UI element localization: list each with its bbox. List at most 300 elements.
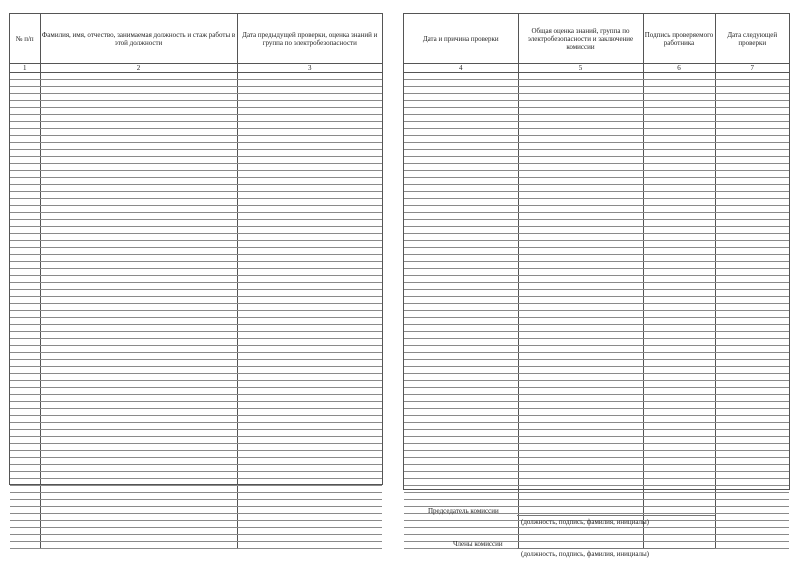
left-entry-cell[interactable] [10,297,40,304]
right-entry-cell[interactable] [404,269,518,276]
left-entry-cell[interactable] [237,381,382,388]
left-entry-cell[interactable] [40,346,237,353]
right-entry-cell[interactable] [404,493,518,500]
left-entry-cell[interactable] [10,325,40,332]
right-entry-cell[interactable] [518,416,643,423]
left-entry-cell[interactable] [10,479,40,486]
left-entry-cell[interactable] [40,430,237,437]
right-entry-cell[interactable] [715,129,789,136]
right-entry-cell[interactable] [404,437,518,444]
left-entry-cell[interactable] [10,283,40,290]
left-entry-cell[interactable] [40,507,237,514]
right-entry-cell[interactable] [518,388,643,395]
left-entry-cell[interactable] [10,115,40,122]
right-entry-cell[interactable] [518,472,643,479]
left-entry-cell[interactable] [10,339,40,346]
right-entry-cell[interactable] [404,528,518,535]
left-entry-cell[interactable] [237,80,382,87]
left-entry-cell[interactable] [237,325,382,332]
right-entry-cell[interactable] [518,409,643,416]
right-entry-cell[interactable] [404,311,518,318]
left-entry-cell[interactable] [237,276,382,283]
left-entry-cell[interactable] [10,535,40,542]
right-entry-cell[interactable] [404,465,518,472]
left-entry-cell[interactable] [10,199,40,206]
right-entry-cell[interactable] [404,220,518,227]
right-entry-cell[interactable] [715,227,789,234]
right-entry-cell[interactable] [715,374,789,381]
right-entry-cell[interactable] [643,451,715,458]
left-entry-cell[interactable] [10,311,40,318]
left-entry-cell[interactable] [10,192,40,199]
right-entry-cell[interactable] [715,164,789,171]
left-entry-cell[interactable] [40,192,237,199]
right-entry-cell[interactable] [715,437,789,444]
right-entry-cell[interactable] [404,227,518,234]
right-entry-cell[interactable] [715,234,789,241]
left-entry-cell[interactable] [10,430,40,437]
right-entry-cell[interactable] [643,241,715,248]
right-entry-cell[interactable] [715,430,789,437]
right-entry-cell[interactable] [404,297,518,304]
right-entry-cell[interactable] [404,472,518,479]
right-entry-cell[interactable] [404,444,518,451]
right-entry-cell[interactable] [643,87,715,94]
right-entry-cell[interactable] [715,185,789,192]
left-entry-cell[interactable] [10,374,40,381]
left-entry-cell[interactable] [237,220,382,227]
left-entry-cell[interactable] [10,220,40,227]
left-entry-cell[interactable] [237,311,382,318]
right-entry-cell[interactable] [715,122,789,129]
right-entry-cell[interactable] [518,192,643,199]
left-entry-cell[interactable] [40,465,237,472]
right-entry-cell[interactable] [643,528,715,535]
right-entry-cell[interactable] [404,367,518,374]
right-entry-cell[interactable] [715,87,789,94]
left-entry-cell[interactable] [10,136,40,143]
right-entry-cell[interactable] [715,339,789,346]
right-entry-cell[interactable] [715,472,789,479]
right-entry-cell[interactable] [715,465,789,472]
right-entry-cell[interactable] [518,87,643,94]
left-entry-cell[interactable] [40,115,237,122]
right-entry-cell[interactable] [518,241,643,248]
left-entry-cell[interactable] [10,500,40,507]
left-entry-cell[interactable] [10,353,40,360]
left-entry-cell[interactable] [237,304,382,311]
left-entry-cell[interactable] [237,507,382,514]
left-entry-cell[interactable] [40,451,237,458]
right-entry-cell[interactable] [518,444,643,451]
left-entry-cell[interactable] [40,360,237,367]
left-entry-cell[interactable] [10,465,40,472]
right-entry-cell[interactable] [643,129,715,136]
left-entry-cell[interactable] [10,514,40,521]
right-entry-cell[interactable] [715,94,789,101]
right-entry-cell[interactable] [518,339,643,346]
right-entry-cell[interactable] [643,437,715,444]
left-entry-cell[interactable] [10,122,40,129]
left-entry-cell[interactable] [10,367,40,374]
left-entry-cell[interactable] [40,248,237,255]
left-entry-cell[interactable] [40,108,237,115]
right-entry-cell[interactable] [715,178,789,185]
left-entry-cell[interactable] [40,122,237,129]
left-entry-cell[interactable] [10,178,40,185]
right-entry-cell[interactable] [643,353,715,360]
left-entry-cell[interactable] [40,220,237,227]
right-entry-cell[interactable] [518,178,643,185]
right-entry-cell[interactable] [404,416,518,423]
right-entry-cell[interactable] [518,199,643,206]
right-entry-cell[interactable] [404,171,518,178]
left-entry-cell[interactable] [237,493,382,500]
right-entry-cell[interactable] [643,178,715,185]
left-entry-cell[interactable] [237,346,382,353]
right-entry-cell[interactable] [518,311,643,318]
left-entry-cell[interactable] [40,276,237,283]
right-entry-cell[interactable] [715,486,789,493]
left-entry-cell[interactable] [237,199,382,206]
right-entry-cell[interactable] [404,94,518,101]
left-entry-cell[interactable] [237,122,382,129]
left-entry-cell[interactable] [10,486,40,493]
right-entry-cell[interactable] [518,255,643,262]
right-entry-cell[interactable] [404,199,518,206]
right-entry-cell[interactable] [715,241,789,248]
right-entry-cell[interactable] [643,332,715,339]
left-entry-cell[interactable] [237,367,382,374]
right-entry-cell[interactable] [518,115,643,122]
left-entry-cell[interactable] [40,500,237,507]
right-entry-cell[interactable] [643,94,715,101]
left-entry-cell[interactable] [40,367,237,374]
right-entry-cell[interactable] [518,500,643,507]
left-entry-cell[interactable] [237,234,382,241]
right-entry-cell[interactable] [518,465,643,472]
right-entry-cell[interactable] [404,164,518,171]
left-entry-cell[interactable] [40,199,237,206]
right-entry-cell[interactable] [643,171,715,178]
right-entry-cell[interactable] [643,444,715,451]
left-entry-cell[interactable] [40,437,237,444]
right-entry-cell[interactable] [404,325,518,332]
right-entry-cell[interactable] [518,94,643,101]
right-entry-cell[interactable] [643,101,715,108]
left-entry-cell[interactable] [10,402,40,409]
left-entry-cell[interactable] [10,255,40,262]
right-entry-cell[interactable] [643,227,715,234]
right-entry-cell[interactable] [404,150,518,157]
right-entry-cell[interactable] [643,213,715,220]
right-entry-cell[interactable] [715,325,789,332]
left-entry-cell[interactable] [10,437,40,444]
right-entry-cell[interactable] [715,199,789,206]
left-entry-cell[interactable] [10,171,40,178]
right-entry-cell[interactable] [715,360,789,367]
left-entry-cell[interactable] [40,409,237,416]
right-entry-cell[interactable] [643,472,715,479]
right-entry-cell[interactable] [643,360,715,367]
right-entry-cell[interactable] [715,402,789,409]
left-entry-cell[interactable] [237,108,382,115]
right-entry-cell[interactable] [643,479,715,486]
left-entry-cell[interactable] [40,143,237,150]
left-entry-cell[interactable] [237,500,382,507]
left-entry-cell[interactable] [237,528,382,535]
left-entry-cell[interactable] [40,542,237,549]
left-entry-cell[interactable] [10,444,40,451]
left-entry-cell[interactable] [237,458,382,465]
left-entry-cell[interactable] [237,353,382,360]
right-entry-cell[interactable] [518,325,643,332]
left-entry-cell[interactable] [40,178,237,185]
right-entry-cell[interactable] [404,360,518,367]
right-entry-cell[interactable] [404,276,518,283]
right-entry-cell[interactable] [643,73,715,80]
right-entry-cell[interactable] [715,115,789,122]
right-entry-cell[interactable] [518,227,643,234]
right-entry-cell[interactable] [715,493,789,500]
left-entry-cell[interactable] [10,507,40,514]
left-entry-cell[interactable] [40,129,237,136]
right-entry-cell[interactable] [715,479,789,486]
right-entry-cell[interactable] [643,115,715,122]
right-entry-cell[interactable] [404,129,518,136]
right-entry-cell[interactable] [715,255,789,262]
chairman-signature-line[interactable] [517,515,715,516]
left-entry-cell[interactable] [237,283,382,290]
left-entry-cell[interactable] [237,332,382,339]
left-entry-cell[interactable] [40,374,237,381]
right-entry-cell[interactable] [518,535,643,542]
right-entry-cell[interactable] [643,290,715,297]
right-entry-cell[interactable] [715,143,789,150]
left-entry-cell[interactable] [237,430,382,437]
left-entry-cell[interactable] [237,388,382,395]
left-entry-cell[interactable] [237,164,382,171]
right-entry-cell[interactable] [715,444,789,451]
right-entry-cell[interactable] [643,402,715,409]
right-entry-cell[interactable] [404,262,518,269]
right-entry-cell[interactable] [715,276,789,283]
left-entry-cell[interactable] [40,381,237,388]
left-entry-cell[interactable] [237,262,382,269]
right-entry-cell[interactable] [518,402,643,409]
left-entry-cell[interactable] [40,311,237,318]
right-entry-cell[interactable] [643,374,715,381]
right-entry-cell[interactable] [715,157,789,164]
left-entry-cell[interactable] [237,213,382,220]
left-entry-cell[interactable] [40,262,237,269]
left-entry-cell[interactable] [10,227,40,234]
left-entry-cell[interactable] [237,395,382,402]
right-entry-cell[interactable] [404,486,518,493]
right-entry-cell[interactable] [404,332,518,339]
left-entry-cell[interactable] [40,290,237,297]
left-entry-cell[interactable] [40,101,237,108]
right-entry-cell[interactable] [404,290,518,297]
right-entry-cell[interactable] [643,395,715,402]
left-entry-cell[interactable] [40,332,237,339]
right-entry-cell[interactable] [715,521,789,528]
right-entry-cell[interactable] [518,164,643,171]
right-entry-cell[interactable] [643,493,715,500]
right-entry-cell[interactable] [715,458,789,465]
left-entry-cell[interactable] [40,535,237,542]
left-entry-cell[interactable] [10,388,40,395]
right-entry-cell[interactable] [518,346,643,353]
left-entry-cell[interactable] [10,73,40,80]
left-entry-cell[interactable] [10,346,40,353]
right-entry-cell[interactable] [518,206,643,213]
right-entry-cell[interactable] [643,136,715,143]
left-entry-cell[interactable] [10,94,40,101]
right-entry-cell[interactable] [404,80,518,87]
right-entry-cell[interactable] [518,185,643,192]
right-entry-cell[interactable] [715,283,789,290]
left-entry-cell[interactable] [10,318,40,325]
left-entry-cell[interactable] [237,465,382,472]
right-entry-cell[interactable] [404,353,518,360]
right-entry-cell[interactable] [518,80,643,87]
left-entry-cell[interactable] [10,451,40,458]
right-entry-cell[interactable] [404,479,518,486]
right-entry-cell[interactable] [518,269,643,276]
left-entry-cell[interactable] [40,388,237,395]
right-entry-cell[interactable] [715,542,789,549]
left-entry-cell[interactable] [40,80,237,87]
left-entry-cell[interactable] [237,542,382,549]
right-entry-cell[interactable] [643,150,715,157]
right-entry-cell[interactable] [715,346,789,353]
right-entry-cell[interactable] [643,521,715,528]
left-entry-cell[interactable] [40,206,237,213]
right-entry-cell[interactable] [518,150,643,157]
right-entry-cell[interactable] [518,234,643,241]
right-entry-cell[interactable] [404,395,518,402]
right-entry-cell[interactable] [643,206,715,213]
right-entry-cell[interactable] [715,206,789,213]
left-entry-cell[interactable] [237,157,382,164]
left-entry-cell[interactable] [237,136,382,143]
left-entry-cell[interactable] [237,248,382,255]
left-entry-cell[interactable] [40,472,237,479]
right-entry-cell[interactable] [404,143,518,150]
left-entry-cell[interactable] [10,332,40,339]
right-entry-cell[interactable] [404,87,518,94]
right-entry-cell[interactable] [643,381,715,388]
right-entry-cell[interactable] [643,465,715,472]
right-entry-cell[interactable] [518,297,643,304]
left-entry-cell[interactable] [40,94,237,101]
left-entry-cell[interactable] [10,206,40,213]
right-entry-cell[interactable] [404,136,518,143]
right-entry-cell[interactable] [518,381,643,388]
right-entry-cell[interactable] [404,73,518,80]
right-entry-cell[interactable] [518,276,643,283]
right-entry-cell[interactable] [518,374,643,381]
right-entry-cell[interactable] [518,136,643,143]
left-entry-cell[interactable] [10,528,40,535]
left-entry-cell[interactable] [40,269,237,276]
left-entry-cell[interactable] [10,101,40,108]
right-entry-cell[interactable] [518,353,643,360]
right-entry-cell[interactable] [518,437,643,444]
left-entry-cell[interactable] [40,227,237,234]
right-entry-cell[interactable] [643,276,715,283]
right-entry-cell[interactable] [715,269,789,276]
left-entry-cell[interactable] [40,157,237,164]
left-entry-cell[interactable] [237,290,382,297]
right-entry-cell[interactable] [518,143,643,150]
right-entry-cell[interactable] [404,409,518,416]
right-entry-cell[interactable] [518,360,643,367]
left-entry-cell[interactable] [237,171,382,178]
right-entry-cell[interactable] [643,234,715,241]
left-entry-cell[interactable] [237,101,382,108]
right-entry-cell[interactable] [518,507,643,514]
right-entry-cell[interactable] [715,388,789,395]
right-entry-cell[interactable] [404,178,518,185]
right-entry-cell[interactable] [404,402,518,409]
right-entry-cell[interactable] [404,115,518,122]
right-entry-cell[interactable] [715,367,789,374]
right-entry-cell[interactable] [715,80,789,87]
left-entry-cell[interactable] [10,129,40,136]
left-entry-cell[interactable] [237,297,382,304]
right-entry-cell[interactable] [643,157,715,164]
left-entry-cell[interactable] [237,185,382,192]
right-entry-cell[interactable] [643,248,715,255]
right-entry-cell[interactable] [404,185,518,192]
left-entry-cell[interactable] [237,409,382,416]
right-entry-cell[interactable] [404,521,518,528]
right-entry-cell[interactable] [518,458,643,465]
right-entry-cell[interactable] [404,500,518,507]
left-entry-cell[interactable] [40,136,237,143]
left-entry-cell[interactable] [10,241,40,248]
right-entry-cell[interactable] [715,220,789,227]
left-entry-cell[interactable] [40,444,237,451]
right-entry-cell[interactable] [715,318,789,325]
left-entry-cell[interactable] [237,444,382,451]
left-entry-cell[interactable] [10,248,40,255]
left-entry-cell[interactable] [237,472,382,479]
right-entry-cell[interactable] [715,150,789,157]
left-entry-cell[interactable] [237,402,382,409]
left-entry-cell[interactable] [40,164,237,171]
left-entry-cell[interactable] [40,185,237,192]
right-entry-cell[interactable] [518,220,643,227]
left-entry-cell[interactable] [237,87,382,94]
right-entry-cell[interactable] [715,514,789,521]
left-entry-cell[interactable] [237,535,382,542]
right-entry-cell[interactable] [404,458,518,465]
left-entry-cell[interactable] [237,486,382,493]
left-entry-cell[interactable] [237,129,382,136]
left-entry-cell[interactable] [40,150,237,157]
left-entry-cell[interactable] [40,416,237,423]
right-entry-cell[interactable] [715,248,789,255]
left-entry-cell[interactable] [237,255,382,262]
right-entry-cell[interactable] [518,304,643,311]
right-entry-cell[interactable] [643,255,715,262]
right-entry-cell[interactable] [643,304,715,311]
left-entry-cell[interactable] [237,227,382,234]
right-entry-cell[interactable] [518,157,643,164]
